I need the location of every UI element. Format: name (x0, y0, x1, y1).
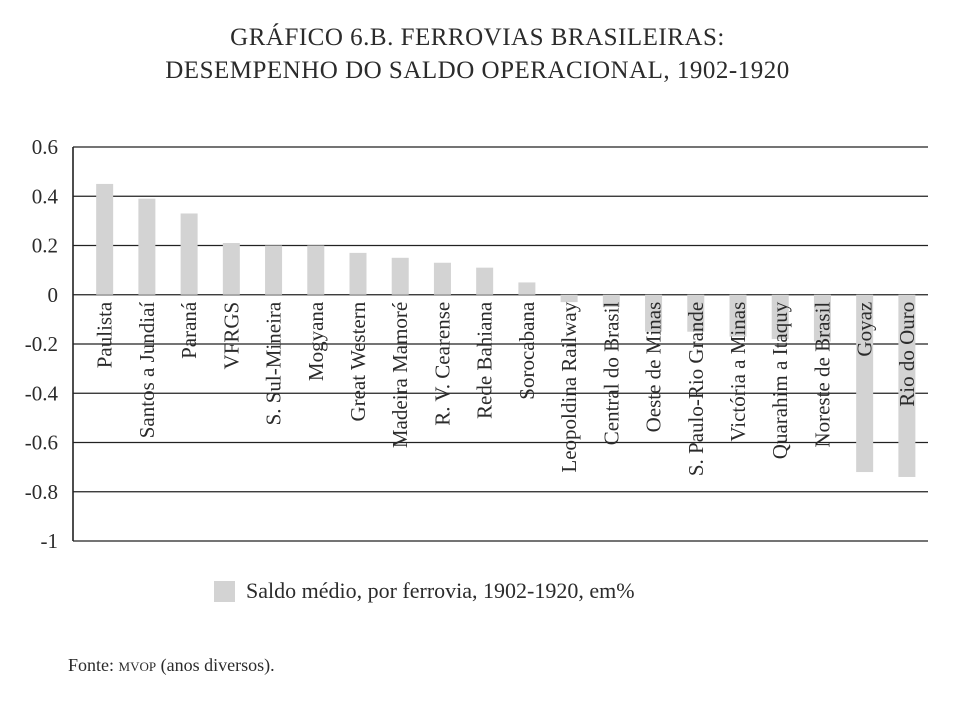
bar (561, 295, 578, 302)
bar (350, 253, 367, 295)
bar (476, 268, 493, 295)
category-label: Goyaz (852, 301, 877, 357)
category-label: Paraná (177, 301, 202, 359)
source-org: mvop (118, 655, 157, 675)
category-label: Rede Bahiana (472, 301, 497, 419)
legend-swatch (214, 581, 235, 602)
chart-title-line-2: DESEMPENHO DO SALDO OPERACIONAL, 1902-1920 (165, 57, 790, 84)
bar (223, 243, 240, 295)
y-tick-label: 0.6 (31, 135, 58, 159)
category-label: S. Paulo-Rio Grande (683, 301, 708, 477)
category-label: Mogyana (303, 301, 328, 382)
bar (96, 184, 113, 295)
category-label: Central do Brasil (599, 301, 624, 446)
bar (181, 213, 198, 294)
bar (307, 246, 324, 295)
y-tick-label: -0.4 (24, 381, 58, 406)
bar (265, 246, 282, 295)
bar (392, 258, 409, 295)
category-label: Victória a Minas (726, 301, 750, 442)
category-label: Quarahim a Itaquy (768, 301, 793, 460)
bar (518, 282, 535, 294)
category-label: Noreste de Brasil (810, 301, 835, 448)
category-label: Sorocabana (514, 301, 539, 400)
source-suffix: (anos diversos). (156, 655, 275, 675)
category-label: Paulista (92, 301, 117, 369)
chart-legend (214, 578, 635, 604)
category-label: Madeira Mamoré (388, 301, 413, 449)
bar (138, 199, 155, 295)
chart-title-line-1: GRÁFICO 6.B. FERROVIAS BRASILEIRAS: (230, 24, 725, 51)
source-prefix: Fonte: (68, 655, 119, 675)
y-tick-label: -0.2 (24, 332, 58, 356)
legend-label: Saldo médio, por ferrovia, 1902-1920, em% (246, 578, 635, 603)
y-tick-label: 0.2 (31, 233, 58, 258)
category-label: VFRGS (219, 301, 244, 370)
category-label: Great Western (346, 301, 370, 422)
y-tick-label: -1 (40, 529, 58, 553)
category-label: S. Sul-Mineira (261, 301, 286, 426)
category-label: Oeste de Minas (641, 301, 666, 433)
y-tick-label: 0 (47, 282, 58, 307)
category-label: R. V. Cearense (430, 301, 455, 426)
category-label: Santos a Jundiaí (134, 301, 159, 439)
y-tick-label: -0.6 (24, 430, 58, 455)
y-tick-label: 0.4 (31, 184, 58, 209)
bar (434, 263, 451, 295)
source-note (68, 655, 275, 676)
category-label: Leopoldina Railway (557, 301, 582, 473)
y-tick-label: -0.8 (24, 479, 58, 504)
category-label: Rio do Ouro (894, 301, 919, 407)
